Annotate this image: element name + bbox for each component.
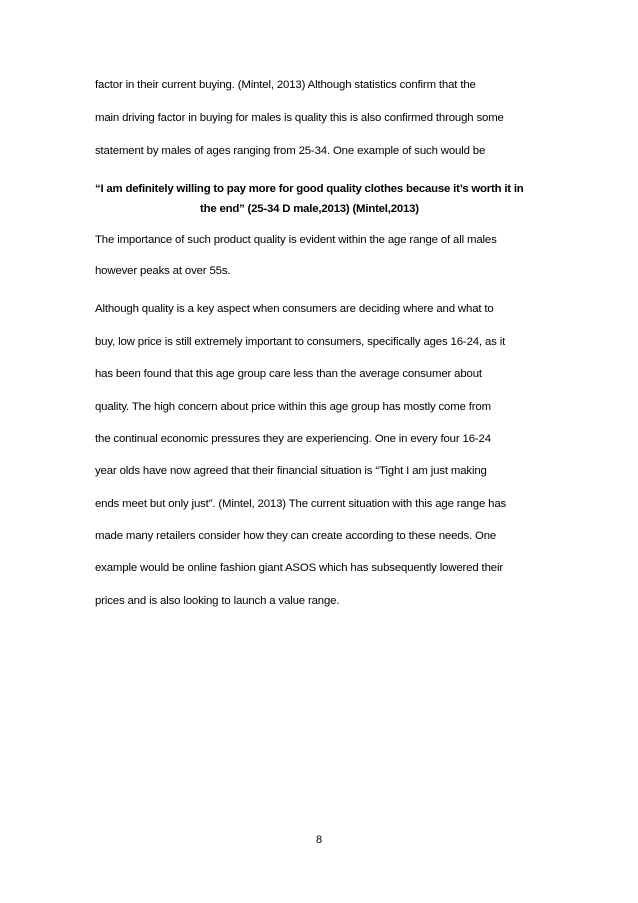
- paragraph-3-line-7: ends meet but only just”. (Mintel, 2013) The current situation with this age range has: [95, 498, 507, 510]
- quote-line-2: the end” (25-34 D male,2013) (Mintel,2013): [200, 203, 419, 215]
- paragraph-3-line-9: example would be online fashion giant ASOS which has subsequently lowered their: [95, 562, 503, 574]
- paragraph-1-line-1: factor in their current buying. (Mintel, 2013) Although statistics confirm that the: [95, 79, 476, 91]
- paragraph-3-line-10: prices and is also looking to launch a value range.: [95, 595, 340, 607]
- paragraph-1-line-3: statement by males of ages ranging from 25-34. One example of such would be: [95, 145, 486, 157]
- paragraph-3-line-2: buy, low price is still extremely important to consumers, specifically ages 16-24, as it: [95, 336, 506, 348]
- paragraph-1-line-2: main driving factor in buying for males is quality this is also confirmed through some: [95, 112, 504, 124]
- paragraph-3-line-6: year olds have now agreed that their financial situation is “Tight I am just making: [95, 465, 487, 477]
- paragraph-3-line-4: quality. The high concern about price within this age group has mostly come from: [95, 401, 491, 413]
- paragraph-3-line-8: made many retailers consider how they can create according to these needs. One: [95, 530, 497, 542]
- quote-line-1: “I am definitely willing to pay more for good quality clothes because it’s worth it in: [95, 183, 524, 195]
- paragraph-3-line-3: has been found that this age group care less than the average consumer about: [95, 368, 482, 380]
- paragraph-2-line-1: The importance of such product quality is evident within the age range of all males: [95, 234, 497, 246]
- paragraph-2-line-2: however peaks at over 55s.: [95, 265, 231, 277]
- page-number: 8: [315, 834, 323, 846]
- paragraph-3-line-5: the continual economic pressures they are experiencing. One in every four 16-24: [95, 433, 491, 445]
- paragraph-3-line-1: Although quality is a key aspect when consumers are deciding where and what to: [95, 303, 494, 315]
